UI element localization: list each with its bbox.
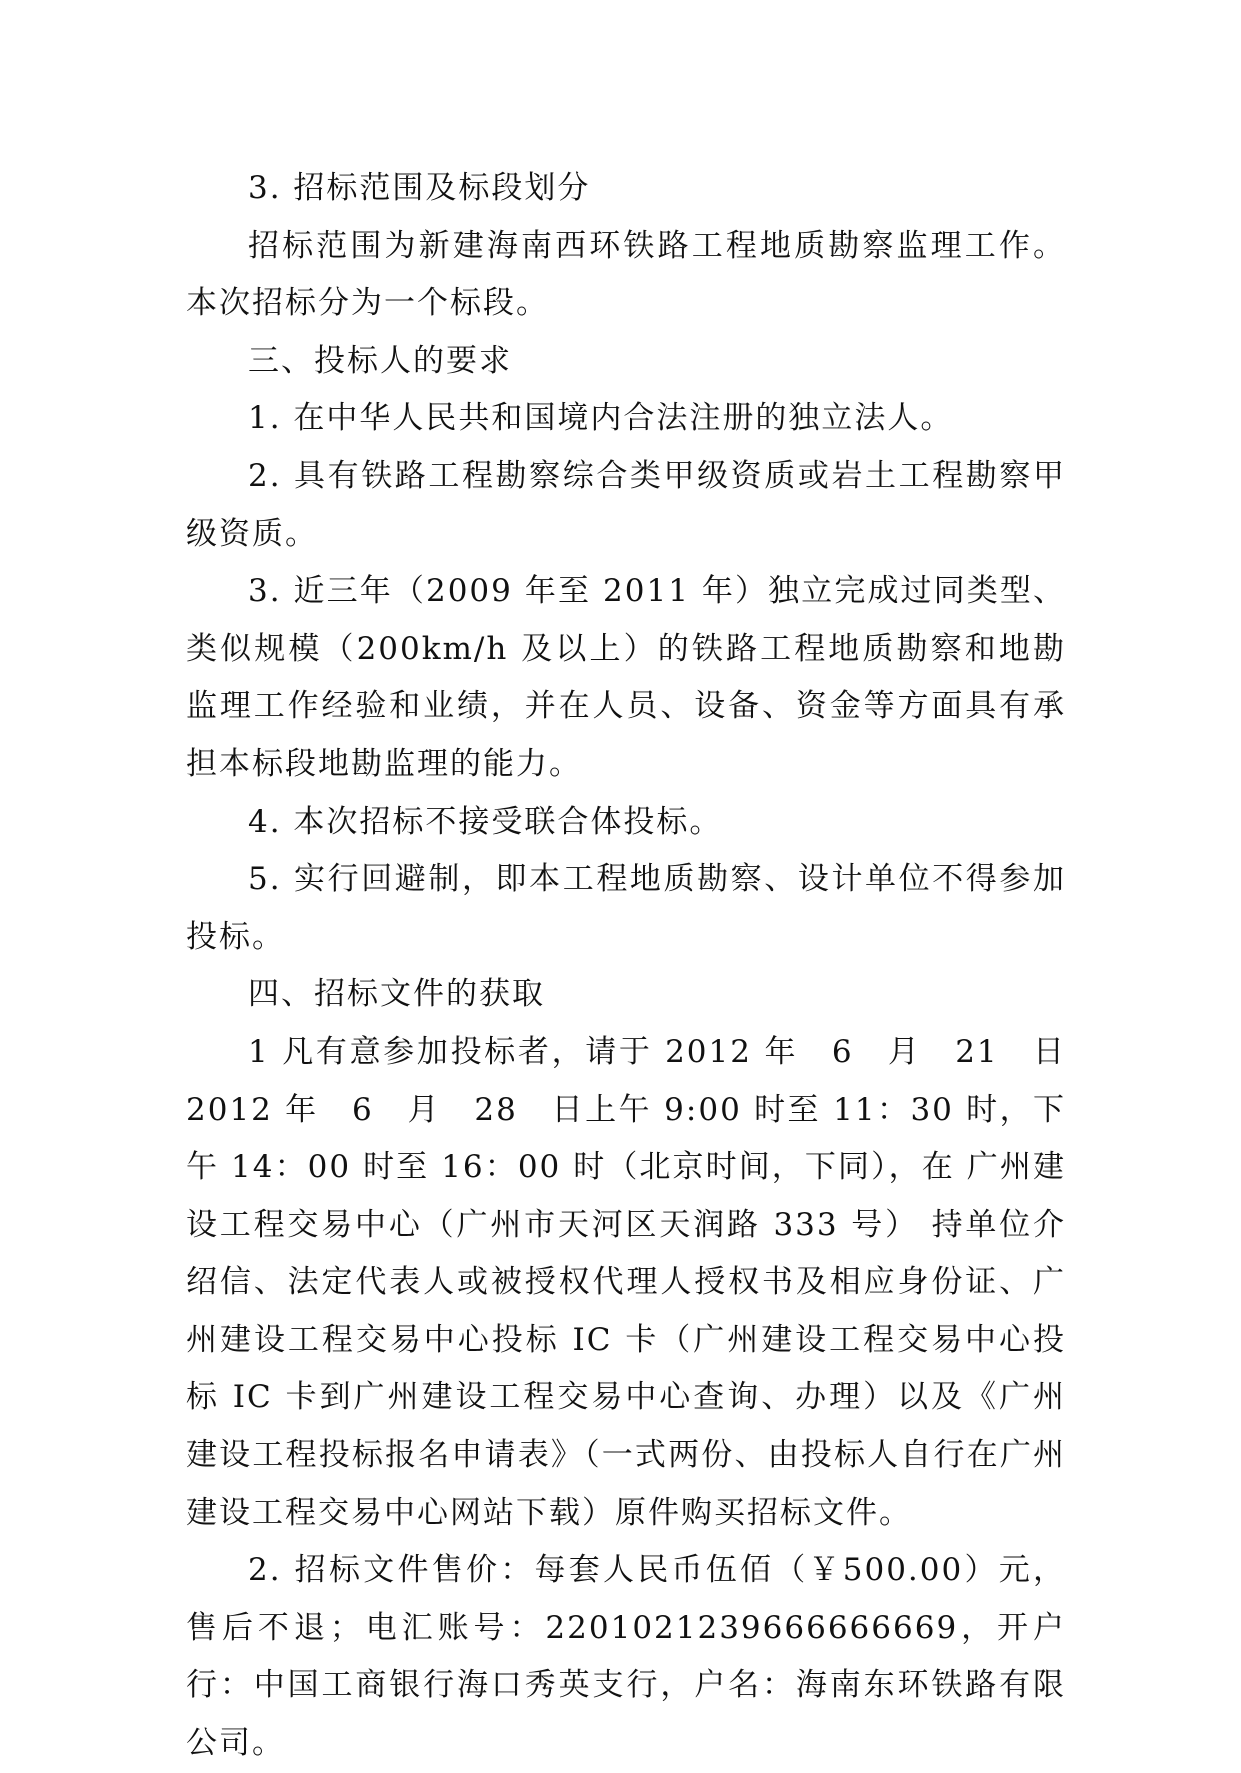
requirement-item-5: 5. 实行回避制，即本工程地质勘察、设计单位不得参加投标。: [186, 861, 1066, 955]
obtain-documents-item-1: 1 凡有意参加投标者，请于 2012 年 6 月 21 日 2012 年 6 月 28 日上午 9:00 时至 11：30 时，下午 14：00 时至 16：00 时（北京时间，下同），在 广州建设工程交易中心（广州市天河区天润路 333 号） 持单位介绍信、法定代表人或被授权代理人授权书及相应身份证、广州建设工程交易中心投标 IC 卡（广州建设工程交易中心投标 IC 卡到广州建设工程交易中心查询、办理）以及《广州建设工程投标报名申请表》（一式两份、由投标人自行在广州建设工程交易中心网站下载）原件购买招标文件。: [186, 1033, 1066, 1531]
section-heading-bid-scope: 3. 招标范围及标段划分: [248, 170, 591, 206]
requirement-item-4: 4. 本次招标不接受联合体投标。: [248, 803, 723, 840]
requirement-item-3: 3. 近三年（2009 年至 2011 年）独立完成过同类型、类似规模（200km/h 及以上）的铁路工程地质勘察和地勘监理工作经验和业绩，并在人员、设备、资金等方面具有承担本标段地勘监理的能力。: [186, 573, 1066, 782]
section-heading-obtain-documents: 四、招标文件的获取: [248, 976, 545, 1013]
requirement-item-1: 1. 在中华人民共和国境内合法注册的独立法人。: [248, 400, 954, 437]
document-body: [186, 160, 1066, 1773]
requirement-item-2: 2. 具有铁路工程勘察综合类甲级资质或岩土工程勘察甲级资质。: [186, 457, 1066, 552]
paragraph-bid-scope: 招标范围为新建海南西环铁路工程地质勘察监理工作。本次招标分为一个标段。: [186, 227, 1066, 322]
obtain-documents-item-2: 2. 招标文件售价：每套人民币伍佰（￥500.00）元，售后不退；电汇账号：2201021239666666669，开户行：中国工商银行海口秀英支行，户名：海南东环铁路有限公司。: [186, 1552, 1066, 1762]
section-heading-bidder-requirements: 三、投标人的要求: [248, 342, 512, 379]
